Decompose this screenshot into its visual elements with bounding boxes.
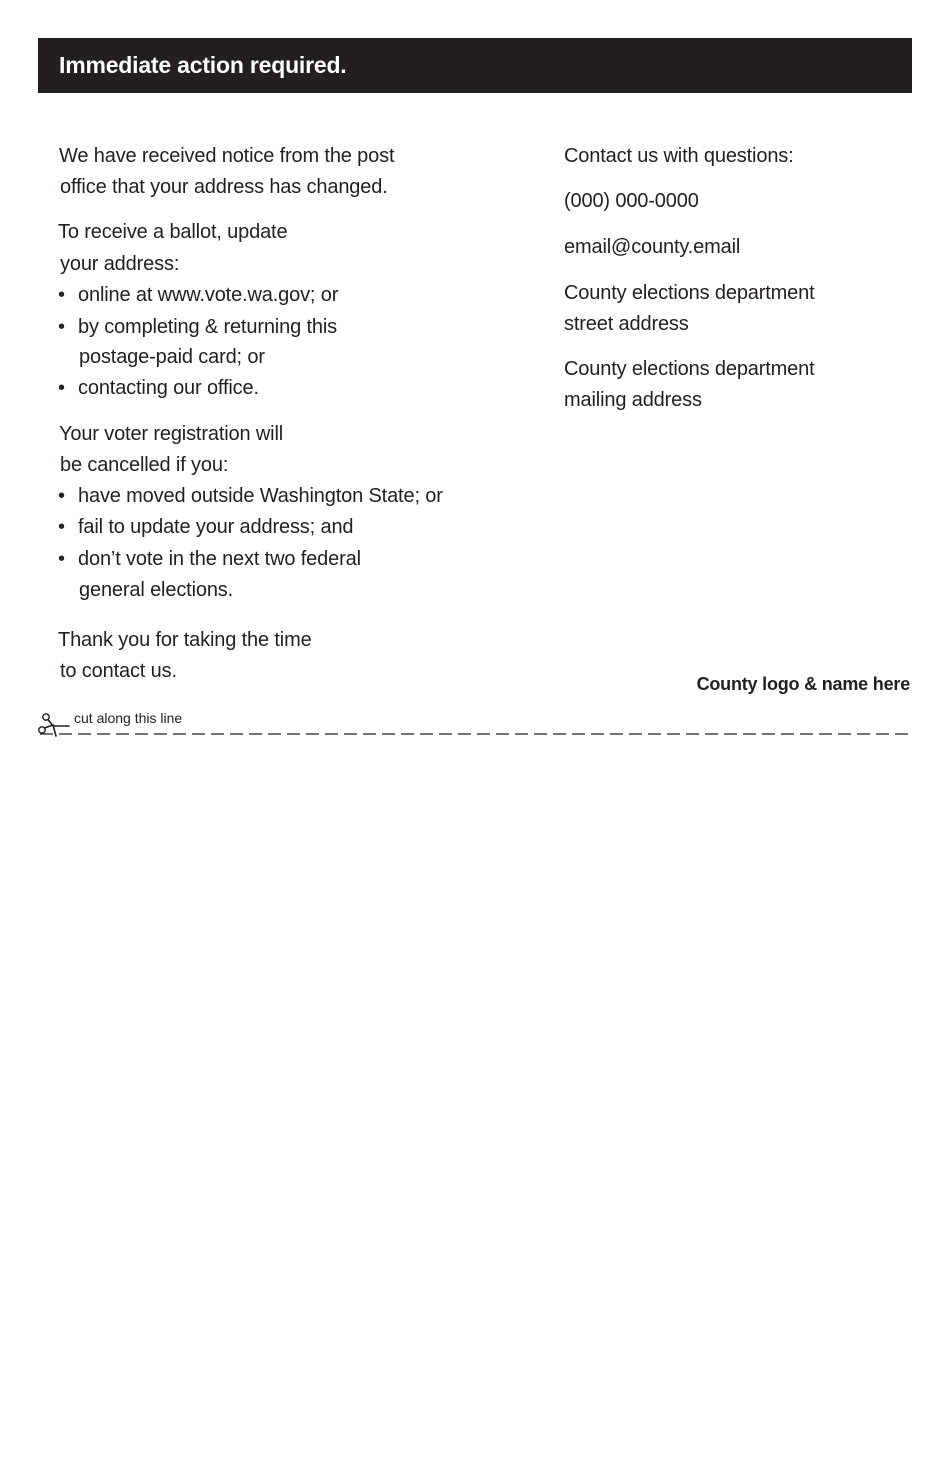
thanks-line-2: to contact us. — [60, 660, 177, 682]
bullet-dot: • — [58, 516, 66, 538]
dashed-cut-line — [40, 733, 912, 735]
update-intro-line-2: your address: — [60, 253, 180, 275]
bullet-dot: • — [58, 284, 66, 306]
cancel-condition-update: fail to update your address; and — [78, 516, 354, 538]
update-option-office: contacting our office. — [78, 377, 259, 399]
contact-email: email@county.email — [564, 236, 741, 258]
bullet-dot: • — [58, 548, 66, 570]
update-intro-line-1: To receive a ballot, update — [58, 221, 288, 243]
cut-guide — [36, 708, 914, 740]
cut-line-label: cut along this line — [74, 710, 183, 726]
notice-line-1: We have received notice from the post — [59, 145, 395, 167]
bullet-dot: • — [58, 377, 66, 399]
cancel-condition-vote-line-2: general elections. — [79, 579, 234, 601]
street-address-line-1: County elections department — [564, 282, 815, 304]
update-option-card-line-1: by completing & returning this — [78, 316, 337, 338]
mailing-address-line-2: mailing address — [564, 389, 702, 411]
page-title: Immediate action required. — [59, 52, 347, 78]
cancel-condition-vote-line-1: don’t vote in the next two federal — [78, 548, 361, 570]
header-banner — [38, 38, 912, 93]
cancel-intro-line-2: be cancelled if you: — [60, 454, 229, 476]
bullet-dot: • — [58, 316, 66, 338]
cancel-intro-line-1: Your voter registration will — [59, 423, 284, 445]
county-logo-placeholder: County logo & name here — [696, 674, 910, 694]
contact-heading: Contact us with questions: — [564, 145, 794, 167]
update-option-card-line-2: postage-paid card; or — [79, 346, 265, 368]
contact-phone: (000) 000-0000 — [564, 190, 699, 212]
street-address-line-2: street address — [564, 313, 689, 335]
cancel-condition-moved: have moved outside Washington State; or — [78, 485, 443, 507]
bullet-dot: • — [58, 485, 66, 507]
update-option-online: online at www.vote.wa.gov; or — [78, 284, 339, 306]
notice-line-2: office that your address has changed. — [60, 176, 388, 198]
thanks-line-1: Thank you for taking the time — [58, 629, 312, 651]
mailing-address-line-1: County elections department — [564, 358, 815, 380]
